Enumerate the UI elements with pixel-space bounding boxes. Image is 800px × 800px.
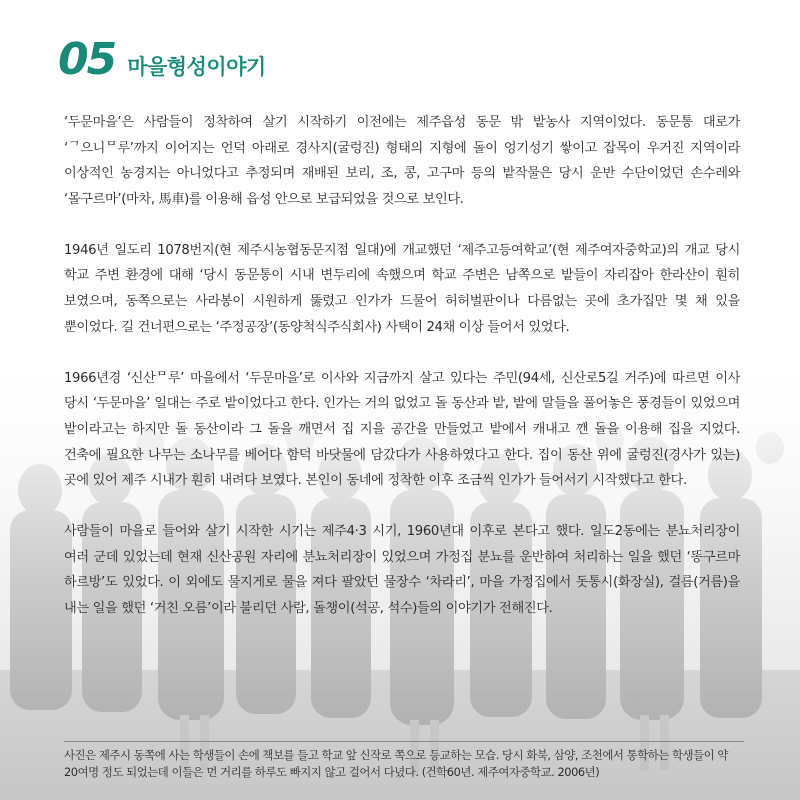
paragraph-2: 1946년 일도리 1078번지(현 제주시농협동문지점 일대)에 개교했던 ‘제주고등여학교’(현 제주여자중학교)의 개교 당시 학교 주변 환경에 대해 ‘당시 동문통이 시내 변두리에 속했으며 학교 주변은 남쪽으로 밭들이 자리잡아 한라산이 훤히 보였으며, 동쪽으로는 사라봉이 시원하게 뚫렸고 인가가 드물어 허허벌판이나 다름없는 곳에 초가집만 몇 채 있을 뿐이었다. 길 건너편으로는 ‘주정공장’(동양척식주식회사) 사택이 24채 이상 들어서 있었다. [64, 242, 740, 335]
chapter-header [58, 34, 266, 98]
body-text [64, 110, 740, 647]
paragraph-3: 1966년경 ‘신산ᄆ루’ 마을에서 ‘두문마을’로 이사와 지금까지 살고 있다는 주민(94세, 신산로5길 거주)에 따르면 이사 당시 ‘두문마을’ 일대는 주로 밭이었다고 한다. 인가는 거의 없었고 돌 동산과 밭, 밭에 말들을 풀어놓은 풍경들이 있었으며 밭이라고는 하지만 돌 동산이라 그 돌을 깨면서 집 지을 공간을 만들었고 밭에서 캐내고 깬 돌을 이용해 집을 지었다. 건축에 필요한 나무는 소나무를 베어다 함덕 바닷물에 담갔다가 사용하였다고 한다. 집이 동산 위에 굴렁진(경사가 있는) 곳에 있어 제주 시내가 훤히 내려다 보였다. 본인이 동네에 정착한 이후 조금씩 인가가 들어서기 시작했다고 한다. [64, 370, 740, 489]
paragraph-4: 사람들이 마을로 들어와 살기 시작한 시기는 제주4·3 시기, 1960년대 이후로 본다고 했다. 일도2동에는 분뇨처리장이 여러 군데 있었는데 현재 신산공원 자리에 분뇨처리장이 있었으며 가정집 분뇨를 운반하여 처리하는 일을 했던 ‘똥구르마 하르방’도 있었다. 이 외에도 물지게로 물을 져다 팔았던 물장수 ‘차라리’, 마을 가정집에서 돗통시(화장실), 걸름(거름)을 내는 일을 했던 ‘거친 오름’이라 불리던 사람, 돌챙이(석공, 석수)들의 이야기가 전해진다. [64, 524, 740, 616]
photo-caption: 사진은 제주시 동쪽에 사는 학생들이 손에 책보를 들고 학교 앞 신작로 쪽으로 등교하는 모습. 당시 화북, 삼양, 조천에서 통학하는 학생들이 약 20여명 정도 되었는데 이들은 먼 거리를 하루도 빠지지 않고 걸어서 다녔다. (건학60년. 제주여자중학교. 2006년) [64, 741, 744, 781]
chapter-number: 05 [58, 34, 116, 85]
paragraph-1: ‘두문마을’은 사람들이 정착하여 살기 시작하기 이전에는 제주읍성 동문 밖 밭농사 지역이었다. 동문통 대로가 ‘ᄀ으니ᄆ루’까지 이어지는 언덕 아래로 경사지(굴렁진) 형태의 지형에 돌이 엉기성기 쌓이고 잡목이 우거진 지역이라 이상적인 농경지는 아니었다고 추정되며 재배된 보리, 조, 콩, 고구마 등의 밭작물은 당시 운반 수단이었던 손수레와 ‘몰구르마’(마차, 馬車)를 이용해 읍성 안으로 보급되었을 것으로 보인다. [64, 115, 740, 207]
chapter-title: 마을형성이야기 [127, 55, 266, 79]
